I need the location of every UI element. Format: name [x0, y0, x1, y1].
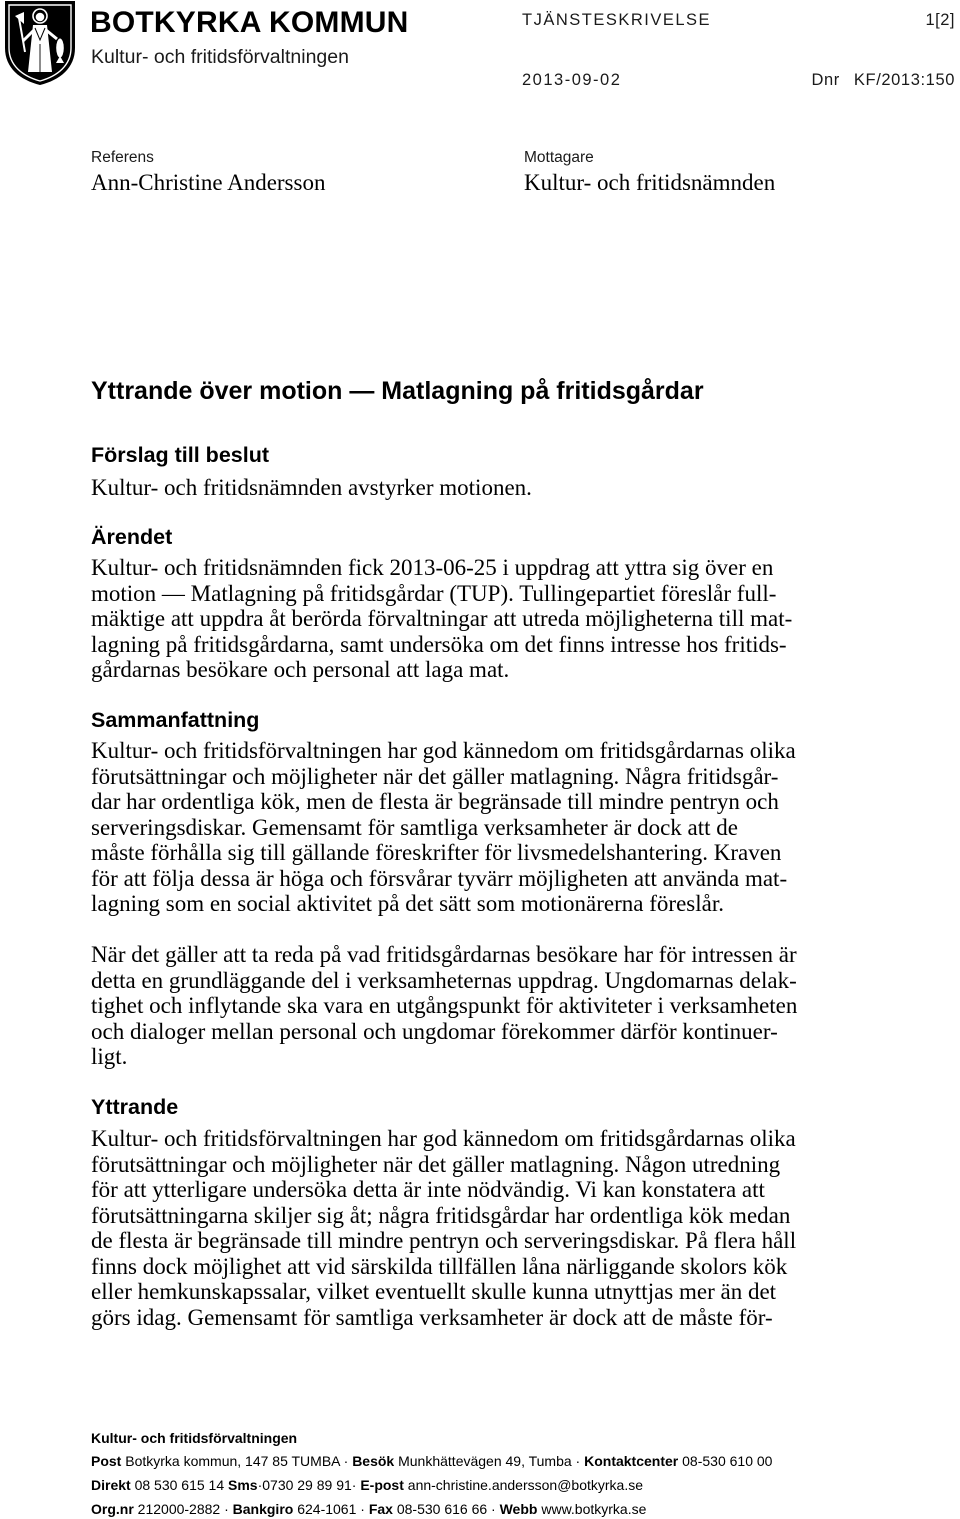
document-date: 2013-09-02 [522, 71, 622, 89]
page-number: 1[2] [925, 11, 955, 29]
paragraph [91, 1126, 796, 1330]
footer-value: 08-530 616 66 · [392, 1501, 500, 1517]
footer-value: ann-christine.andersson@botkyrka.se [403, 1477, 643, 1493]
paragraph-line: Kultur- och fritidsförvaltningen har god kännedom om fritidsgårdarnas olika [91, 738, 796, 763]
document-type: TJÄNSTESKRIVELSE [522, 11, 712, 29]
paragraph-line: mäktige att uppdra åt berörda förvaltningar att utreda möjligheterna till mat- [91, 606, 793, 631]
diary-number [812, 69, 955, 91]
section-heading-statement: Yttrande [91, 1095, 179, 1119]
page-title: Yttrande över motion — Matlagning på fritidsgårdar [91, 377, 704, 405]
footer-label: Kontaktcenter [584, 1453, 679, 1469]
footer-label: Bankgiro [232, 1501, 294, 1517]
section-heading-proposal: Förslag till beslut [91, 443, 269, 467]
footer-label: Direkt [91, 1477, 131, 1493]
footer-value: 08-530 610 00 [678, 1453, 773, 1469]
paragraph-line: serveringsdiskar. Gemensamt för samtliga verksamheter är dock att de [91, 814, 738, 840]
paragraph-line: När det gäller att ta reda på vad fritidsgårdarnas besökare har för intressen är [91, 942, 797, 967]
footer-label: Webb [499, 1501, 538, 1517]
paragraph [91, 475, 532, 501]
paragraph-line: förutsättningar och möjligheter när det gäller matlagning. Några fritidsgår- [91, 763, 779, 789]
recipient-name: Kultur- och fritidsnämnden [524, 170, 776, 195]
footer-contact-line [91, 1476, 643, 1494]
paragraph-line: Kultur- och fritidsnämnden avstyrker motionen. [91, 475, 532, 500]
paragraph-line: lagning på fritidsgårdarna, samt undersöka om det finns intresse hos fritids- [91, 631, 787, 657]
footer-value: ·0730 29 89 91· [257, 1477, 361, 1493]
footer-value: 08 530 615 14 [130, 1477, 228, 1493]
footer-label: Fax [368, 1501, 393, 1517]
diary-number-label: Dnr [811, 71, 840, 89]
paragraph-line: motion — Matlagning på fritidsgårdar (TUP). Tullingepartiet föreslår full- [91, 580, 777, 606]
footer-value: 624-1061 · [293, 1501, 369, 1517]
paragraph-line: måste förhålla sig till gällande föreskrifter för livsmedelshantering. Kraven [91, 840, 782, 865]
recipient-label: Mottagare [524, 149, 594, 166]
paragraph-line: ligt. [91, 1044, 128, 1069]
organization-name: BOTKYRKA KOMMUN [90, 6, 409, 39]
paragraph [91, 738, 796, 917]
paragraph-line: för att ytterligare undersöka detta är inte nödvändig. Vi kan konstatera att [91, 1177, 765, 1202]
footer-label: Post [91, 1453, 122, 1469]
department-name: Kultur- och fritidsförvaltningen [91, 46, 349, 68]
footer-value: Botkyrka kommun, 147 85 TUMBA · [121, 1453, 353, 1469]
paragraph-line: finns dock möjlighet att vid särskilda tillfällen låna närliggande skolors kök [91, 1253, 788, 1279]
section-heading-matter: Ärendet [91, 525, 173, 549]
footer-label: Besök [352, 1453, 395, 1469]
paragraph-line: detta en grundläggande del i verksamheternas uppdrag. Ungdomarnas delak- [91, 967, 797, 993]
reference-label: Referens [91, 149, 154, 166]
paragraph-line: för att följa dessa är höga och försvårar tyvärr möjligheten att använda mat- [91, 865, 788, 891]
paragraph-line: förutsättningar och möjligheter när det gäller matlagning. Någon utredning [91, 1151, 781, 1177]
paragraph-line: dar har ordentliga kök, men de flesta är begränsade till mindre pentryn och [91, 789, 779, 814]
footer-label: Org.nr [91, 1501, 134, 1517]
paragraph-line: görs idag. Gemensamt för samtliga verksamheter är dock att de måste för- [91, 1304, 773, 1330]
paragraph-line: lagning som en social aktivitet på det sätt som motionärerna föreslår. [91, 891, 724, 916]
footer-org-line [91, 1500, 646, 1518]
paragraph-line: Kultur- och fritidsnämnden fick 2013-06-25 i uppdrag att yttra sig över en [91, 555, 774, 580]
paragraph-line: de flesta är begränsade till mindre pentryn och serveringsdiskar. På flera håll [91, 1228, 797, 1253]
footer-address-line [91, 1452, 772, 1470]
footer-department: Kultur- och fritidsförvaltningen [91, 1430, 298, 1446]
paragraph-line: Kultur- och fritidsförvaltningen har god kännedom om fritidsgårdarnas olika [91, 1126, 796, 1151]
footer-label: E-post [360, 1477, 404, 1493]
footer-value: Munkhättevägen 49, Tumba · [394, 1453, 585, 1469]
section-heading-summary: Sammanfattning [91, 708, 260, 732]
footer-value: 212000-2882 · [133, 1501, 233, 1517]
paragraph-line: eller hemkunskapssalar, vilket eventuellt skulle kunna utnyttjas mer än det [91, 1279, 777, 1304]
paragraph-line: gårdarnas besökare och personal att laga mat. [91, 657, 510, 682]
footer-label: Sms [228, 1477, 258, 1493]
diary-number-value: KF/2013:150 [853, 71, 955, 89]
paragraph-line: tighet och inflytande ska vara en utgångspunkt för aktiviteter i verksamheten [91, 993, 798, 1018]
paragraph-line: förutsättningarna skiljer sig åt; några fritidsgårdar har ordentliga kök medan [91, 1202, 791, 1228]
coat-of-arms-icon [4, 0, 76, 86]
footer-value: www.botkyrka.se [537, 1501, 647, 1517]
paragraph [91, 942, 797, 1070]
paragraph-line: och dialoger mellan personal och ungdomar förekommer därför kontinuer- [91, 1018, 778, 1044]
paragraph [91, 555, 792, 683]
reference-name: Ann-Christine Andersson [91, 170, 326, 195]
